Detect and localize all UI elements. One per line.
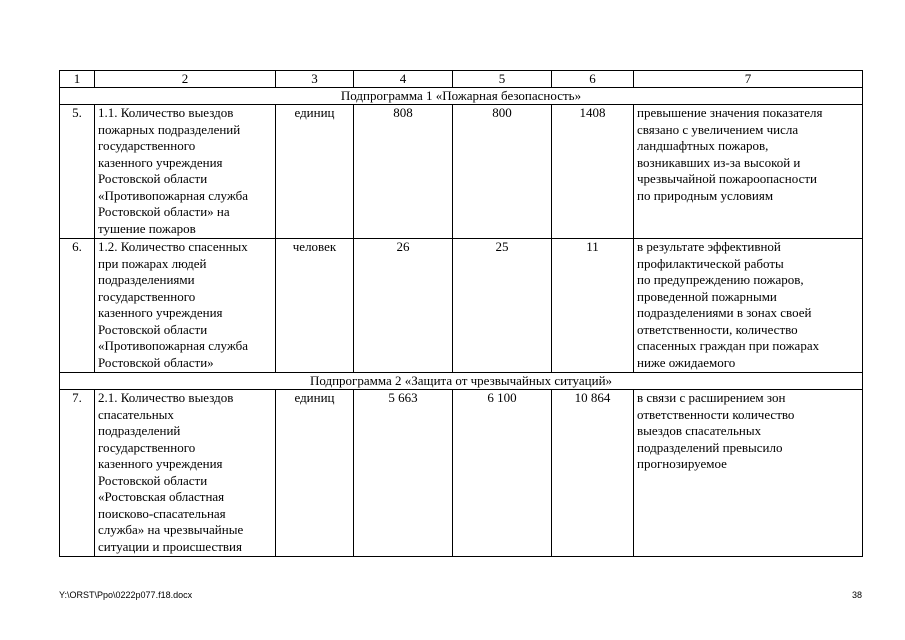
value-col5: 6 100 (453, 390, 552, 557)
value-col4: 808 (354, 105, 453, 239)
header-cell: 3 (276, 71, 354, 88)
footer-file-path: Y:\ORST\Ppo\0222p077.f18.docx (59, 590, 193, 600)
table-row (60, 105, 863, 239)
header-cell: 5 (453, 71, 552, 88)
note-cell: в результате эффективной профилактической работы по предупреждению пожаров, проведенной пожарными подразделениями в зонах своей ответственности, количество спасенных граждан при пожарах ниже ожидаемого (634, 239, 863, 373)
indicator-name: 1.1. Количество выездов пожарных подразделений государственного казенного учреждения Ростовской области «Противопожарная служба Ростовской области» на тушение пожаров (95, 105, 276, 239)
value-col6: 11 (552, 239, 634, 373)
indicator-name: 1.2. Количество спасенных при пожарах людей подразделениями государственного казенного учреждения Ростовской области «Противопожарная служба Ростовской области» (95, 239, 276, 373)
value-col4: 26 (354, 239, 453, 373)
value-col5: 25 (453, 239, 552, 373)
subprogram-row (60, 88, 863, 105)
value-col6: 1408 (552, 105, 634, 239)
note-cell: превышение значения показателя связано с увеличением числа ландшафтных пожаров, возникавших из-за высокой и чрезвычайной пожароопасности по природным условиям (634, 105, 863, 239)
unit-cell: единиц (276, 105, 354, 239)
header-cell: 1 (60, 71, 95, 88)
table-row (60, 239, 863, 373)
indicator-name: 2.1. Количество выездов спасательных подразделений государственного казенного учреждения Ростовской области «Ростовская областная поисково-спасательная служба» на чрезвычайные ситуации и происшествия (95, 390, 276, 557)
unit-cell: единиц (276, 390, 354, 557)
table-header-row (60, 71, 863, 88)
header-cell: 7 (634, 71, 863, 88)
subprogram-title: Подпрограмма 1 «Пожарная безопасность» (60, 88, 863, 105)
subprogram-row (60, 373, 863, 390)
header-cell: 6 (552, 71, 634, 88)
row-number: 7. (60, 390, 95, 557)
table-row (60, 390, 863, 557)
header-cell: 4 (354, 71, 453, 88)
value-col5: 800 (453, 105, 552, 239)
indicators-table (59, 70, 863, 557)
row-number: 6. (60, 239, 95, 373)
note-cell: в связи с расширением зон ответственности количество выездов спасательных подразделений превысило прогнозируемое (634, 390, 863, 557)
value-col6: 10 864 (552, 390, 634, 557)
subprogram-title: Подпрограмма 2 «Защита от чрезвычайных ситуаций» (60, 373, 863, 390)
header-cell: 2 (95, 71, 276, 88)
page-number: 38 (851, 590, 862, 600)
unit-cell: человек (276, 239, 354, 373)
row-number: 5. (60, 105, 95, 239)
value-col4: 5 663 (354, 390, 453, 557)
